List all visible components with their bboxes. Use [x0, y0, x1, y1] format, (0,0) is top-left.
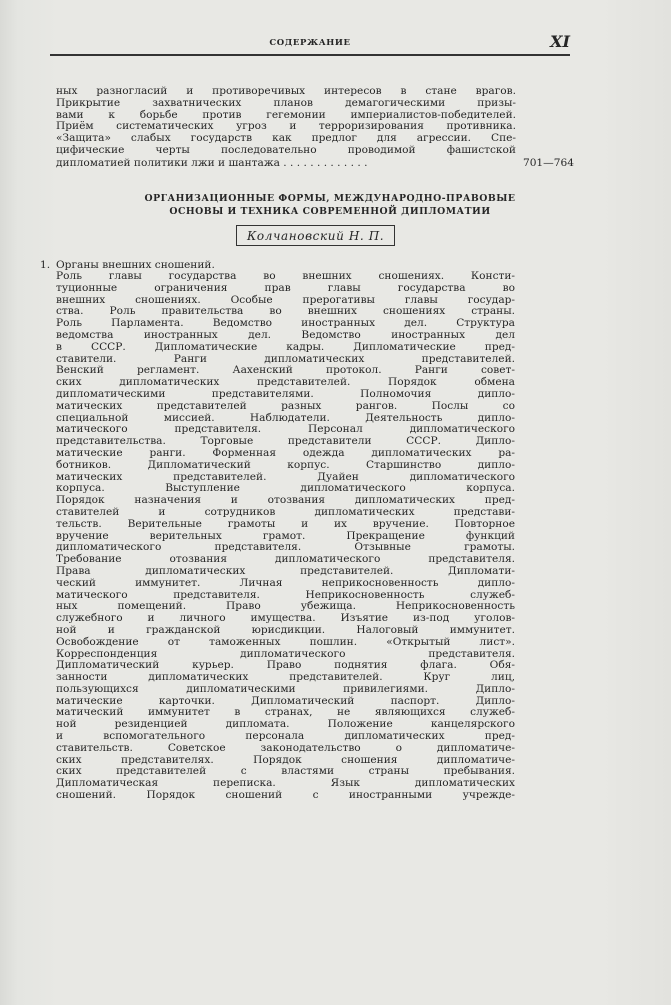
text-line: ских дипломатических представителей. Порядок обмена [56, 376, 515, 389]
text-line: Корреспонденция дипломатического представителя. [56, 647, 515, 660]
text-line: пользующихся дипломатическими привилегиями. Дипло- [56, 682, 515, 695]
text-line: ских представителях. Порядок сношения дипломатиче- [56, 753, 515, 766]
text-line: Дипломатическая переписка. Язык дипломатических [56, 777, 515, 790]
text-line: вручение верительных грамот. Прекращение функций [56, 529, 515, 542]
text-line: ства. Роль правительства во внешних сношениях страны. [56, 305, 515, 318]
text-line: ческий иммунитет. Личная неприкосновенность дипло- [56, 576, 515, 589]
text-line: корпуса. Выступление дипломатического корпуса. [56, 482, 515, 495]
text-line: служебного и личного имущества. Изъятие из-под уголов- [56, 612, 515, 625]
text-line: Дипломатический курьер. Право поднятия флага. Обя- [56, 659, 515, 672]
text-line: занности дипломатических представителей. Круг лиц, [56, 671, 515, 684]
running-title: СОДЕРЖАНИЕ [269, 38, 351, 48]
text-line: Требование отозвания дипломатического представителя. [56, 553, 515, 566]
text-line: Права дипломатических представителей. Дипломати- [56, 564, 515, 577]
text-line: матических представителей. Дуайен дипломатического [56, 470, 515, 483]
text-line: и вспомогательного персонала дипломатических пред- [56, 730, 515, 743]
item-description [56, 271, 515, 802]
text-line: ных разногласий и противоречивых интересов в стане врагов. [56, 85, 516, 97]
text-line: Венский регламент. Аахенский протокол. Ранги совет- [56, 364, 515, 377]
author-box: Колчановский Н. П. [236, 225, 395, 246]
text-line: «Защита» слабых государств как предлог для агрессии. Спе- [56, 132, 516, 145]
text-line: ботников. Дипломатический корпус. Старшинство дипло- [56, 458, 515, 471]
text-line: вами к борьбе против гегемонии империалистов-победителей. [56, 108, 516, 121]
text-line: дипломатическими представителями. Полномочия дипло- [56, 387, 515, 400]
text-line: ной и гражданской юрисдикции. Налоговый иммунитет. [56, 623, 515, 636]
text-line: специальной миссией. Наблюдатели. Деятельность дипло- [56, 411, 515, 424]
text-line: в СССР. Дипломатические кадры. Дипломатические пред- [56, 340, 515, 353]
text-line: матического представителя. Персонал дипломатического [56, 423, 515, 436]
section-title-line: ОСНОВЫ И ТЕХНИКА СОВРЕМЕННОЙ ДИПЛОМАТИИ [169, 205, 491, 217]
text-line: Порядок назначения и отозвания дипломатических пред- [56, 494, 515, 507]
text-line: представительства. Торговые представители СССР. Дипло- [56, 435, 515, 448]
text-line: Роль главы государства во внешних сношениях. Консти- [56, 270, 515, 282]
text-line: ной резиденцией дипломата. Положение канцелярского [56, 718, 515, 731]
text-line: матические карточки. Дипломатический паспорт. Дипло- [56, 694, 515, 707]
section-title-line: ОРГАНИЗАЦИОННЫЕ ФОРМЫ, МЕЖДУНАРОДНО-ПРАВОВЫЕ [144, 193, 516, 204]
text-line: внешних сношениях. Особые прерогативы главы государ- [56, 293, 515, 306]
text-line: ставители. Ранги дипломатических представителей. [56, 352, 515, 365]
text-line: туционные ограничения прав главы государства во [56, 281, 515, 294]
text-line: ставителей и сотрудников дипломатических представи- [56, 505, 515, 518]
text-line: тельств. Верительные грамоты и их вручение. Повторное [56, 517, 515, 530]
header-rule [50, 54, 570, 56]
text-line: цифические черты последовательно проводимой фашистской [56, 143, 516, 156]
text-line: матических представителей разных рангов. Послы со [56, 399, 515, 412]
text-line: ставительств. Советское законодательство о дипломатиче- [56, 741, 515, 754]
text-line: ных помещений. Право убежища. Неприкосновенность [56, 600, 515, 613]
text-line: Роль Парламента. Ведомство иностранных дел. Структура [56, 317, 515, 330]
running-head [50, 32, 570, 51]
text-line: Приём систематических угроз и терроризирования противника. [56, 120, 516, 133]
section-title [60, 193, 600, 218]
text-line: сношений. Порядок сношений с иностранными учрежде- [56, 789, 515, 802]
text-line: дипломатического представителя. Отзывные грамоты. [56, 541, 515, 554]
page-range: 701—764 [522, 157, 574, 169]
previous-entry-text [56, 86, 516, 157]
text-line: дипломатией политики лжи и шантажа . . . . . . . . . . . . . [56, 157, 368, 169]
text-line: матические ранги. Форменная одежда дипломатических ра- [56, 446, 515, 459]
text-line: ских представителей с властями страны пребывания. [56, 765, 515, 778]
text-line: Освобождение от таможенных пошлин. «Открытый лист». [56, 635, 515, 648]
item-number: 1. [40, 259, 51, 271]
page-number: XI [550, 32, 570, 51]
text-line: ведомства иностранных дел. Ведомство иностранных дел [56, 328, 515, 341]
text-line: матического представителя. Неприкосновенность служеб- [56, 588, 515, 601]
item-title: Органы внешних сношений. [56, 259, 215, 271]
text-line: Прикрытие захватнических планов демагогическими призы- [56, 96, 516, 109]
text-line: матический иммунитет в странах, не являющихся служеб- [56, 706, 515, 719]
